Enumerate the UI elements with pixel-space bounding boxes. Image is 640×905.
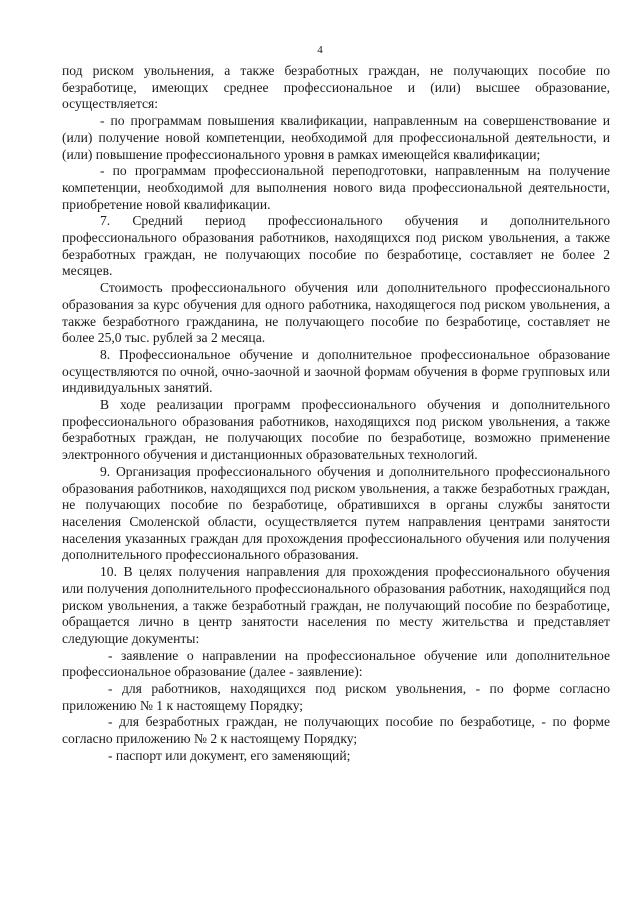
clause-10: 10. В целях получения направления для прохождения профессионального обучения или получения дополнительного профессионального образования работник, находящийся под риском увольнения, а также безработный граждан, не получающий пособие по безработице, обращается лично в центр занятости населения по месту жительства и представляет следующие документы: <box>62 564 610 646</box>
clause-7-cost: Стоимость профессионального обучения или дополнительного профессионального образования за курс обучения для одного работника, находящегося под риском увольнения, а также безработного гражданина, не получающего пособие по безработице, составляет не более 25,0 тыс. рублей за 2 месяца. <box>62 280 610 346</box>
document-body <box>62 63 610 765</box>
clause-7: 7. Средний период профессионального обучения и дополнительного профессионального образования работников, находящихся под риском увольнения, а также безработных граждан, не получающих пособие по безработице, составляет не более 2 месяцев. <box>62 213 610 279</box>
list-item-retraining: - по программам профессиональной переподготовки, направленным на получение компетенции, необходимой для выполнения нового вида профессиональной деятельности, приобретение новой квалификации. <box>62 163 610 212</box>
list-item-workers-form: - для работников, находящихся под риском увольнения, - по форме согласно приложению № 1 к настоящему Порядку; <box>62 681 610 713</box>
clause-8: 8. Профессиональное обучение и дополнительное профессиональное образование осуществляются по очной, очно-заочной и заочной формам обучения в форме групповых или индивидуальных занятий. <box>62 346 610 396</box>
list-item-application: - заявление о направлении на профессиональное обучение или дополнительное профессиональное образование (далее - заявление): <box>62 647 610 680</box>
page-number: 4 <box>317 44 323 56</box>
clause-8-distance-learning: В ходе реализации программ профессионального обучения и дополнительного профессионального образования работников, находящихся под риском увольнения, а также безработных граждан, не получающих пособие по безработице, возможно применение электронного обучения и дистанционных образовательных технологий. <box>62 397 610 463</box>
list-item-unemployed-form: - для безработных граждан, не получающих пособие по безработице, - по форме согласно приложению № 2 к настоящему Порядку; <box>62 714 610 747</box>
clause-9: 9. Организация профессионального обучения и дополнительного профессионального образования работников, находящихся под риском увольнения, а также безработных граждан, не получающих пособие по безработице, обратившихся в органы службы занятости населения Смоленской области, осуществляется путем направления центрами занятости населения указанных граждан для прохождения профессионального обучения или получения дополнительного профессионального образования. <box>62 463 610 563</box>
paragraph-continuation: под риском увольнения, а также безработных граждан, не получающих пособие по безработице, имеющих среднее профессиональное и (или) высшее образование, осуществляется: <box>62 63 610 112</box>
list-item-passport: - паспорт или документ, его заменяющий; <box>108 747 351 763</box>
list-item-qualification-upgrade: - по программам повышения квалификации, направленным на совершенствование и (или) получение новой компетенции, необходимой для профессиональной деятельности, и (или) повышение профессионального уровня в рамках имеющейся квалификации; <box>62 113 610 162</box>
